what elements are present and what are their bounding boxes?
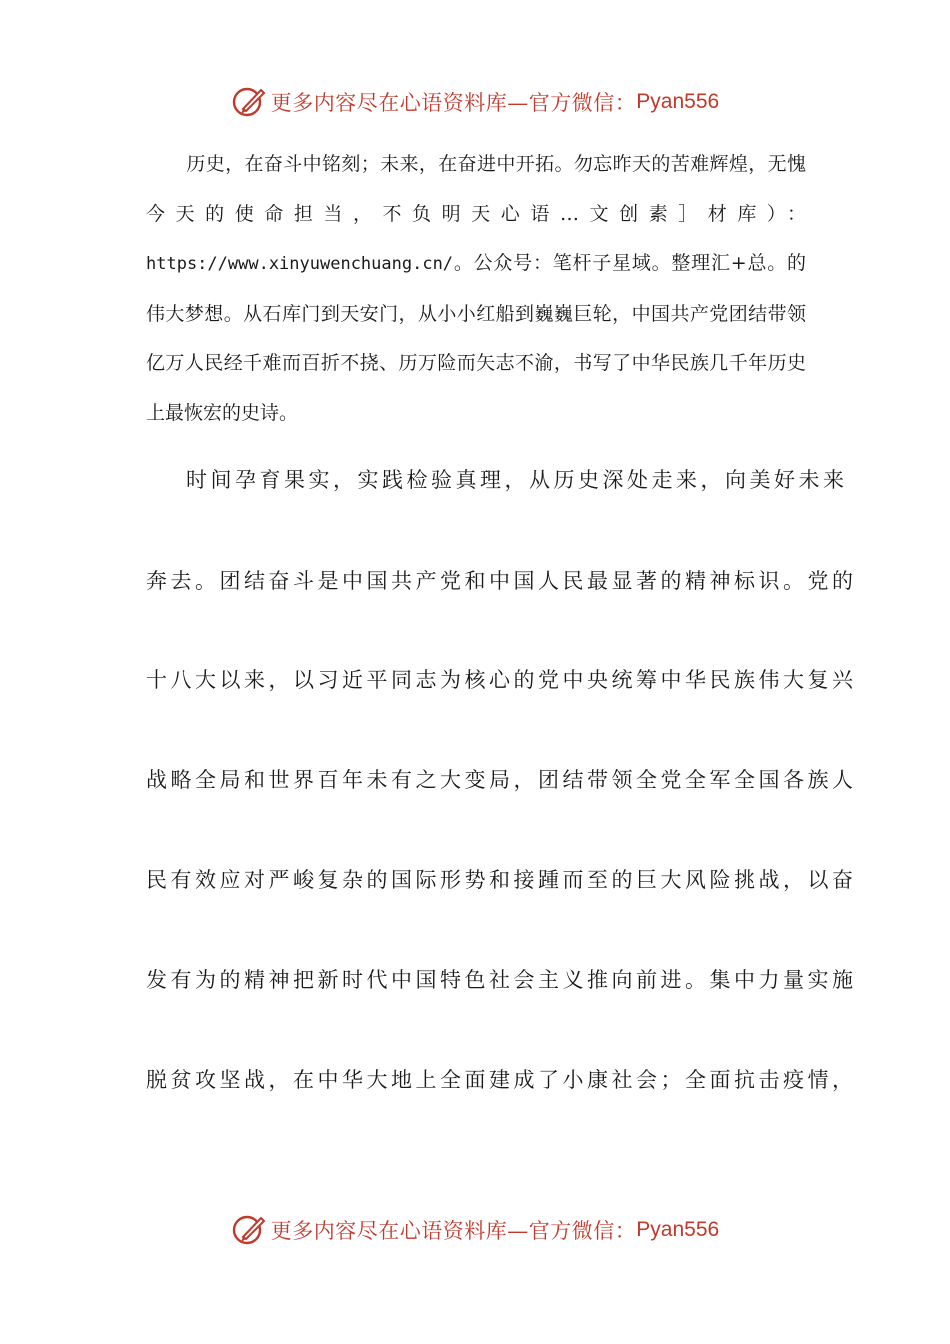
header-banner-text: 更多内容尽在心语资料库—官方微信：: [270, 91, 637, 115]
header-banner: [0, 82, 950, 122]
paragraph-2-line: 民有效应对严峻复杂的国际形势和接踵而至的巨大风险挑战，以奋: [146, 868, 857, 892]
paragraph-2-line: 时间孕育果实，实践检验真理，从历史深处走来，向美好未来: [186, 468, 848, 492]
paragraph-2-line: 脱贫攻坚战，在中华大地上全面建成了小康社会；全面抗击疫情，: [146, 1068, 857, 1092]
header-banner-wechat: Pyan556: [636, 90, 720, 113]
paragraph-1-text-b: 。公众号：笔杆子星域。整理汇+总。的伟大梦想。从石库门到天安门，从小小红船到巍巍巨轮，中国共产党团结带领亿万人民经千难而百折不挠、历万险而矢志不渝，书写了中华民族几千年历史上最恢宏的史诗。: [146, 252, 806, 424]
footer-banner-wechat: Pyan556: [636, 1218, 720, 1241]
paragraph-1-url: https://www.xinyuwenchuang.cn/: [146, 254, 454, 275]
pen-logo-icon: [231, 84, 267, 120]
pen-logo-icon: [231, 1212, 267, 1248]
paragraph-2-line: 战略全局和世界百年未有之大变局，团结带领全党全军全国各族人: [146, 768, 857, 792]
paragraph-2-line: 发有为的精神把新时代中国特色社会主义推向前进。集中力量实施: [146, 968, 857, 992]
paragraph-1: [146, 140, 806, 439]
paragraph-1-text-a: 历史，在奋斗中铭刻；未来，在奋进中开拓。勿忘昨天的苦难辉煌，无愧今天的使命担当，不负明天心语…文创素］材库）：: [146, 153, 806, 225]
paragraph-2-line: 奔去。团结奋斗是中国共产党和中国人民最显著的精神标识。党的: [146, 569, 857, 593]
footer-banner-text: 更多内容尽在心语资料库—官方微信：: [270, 1219, 637, 1243]
footer-banner: [0, 1210, 950, 1250]
paragraph-2-line: 十八大以来，以习近平同志为核心的党中央统筹中华民族伟大复兴: [146, 668, 857, 692]
